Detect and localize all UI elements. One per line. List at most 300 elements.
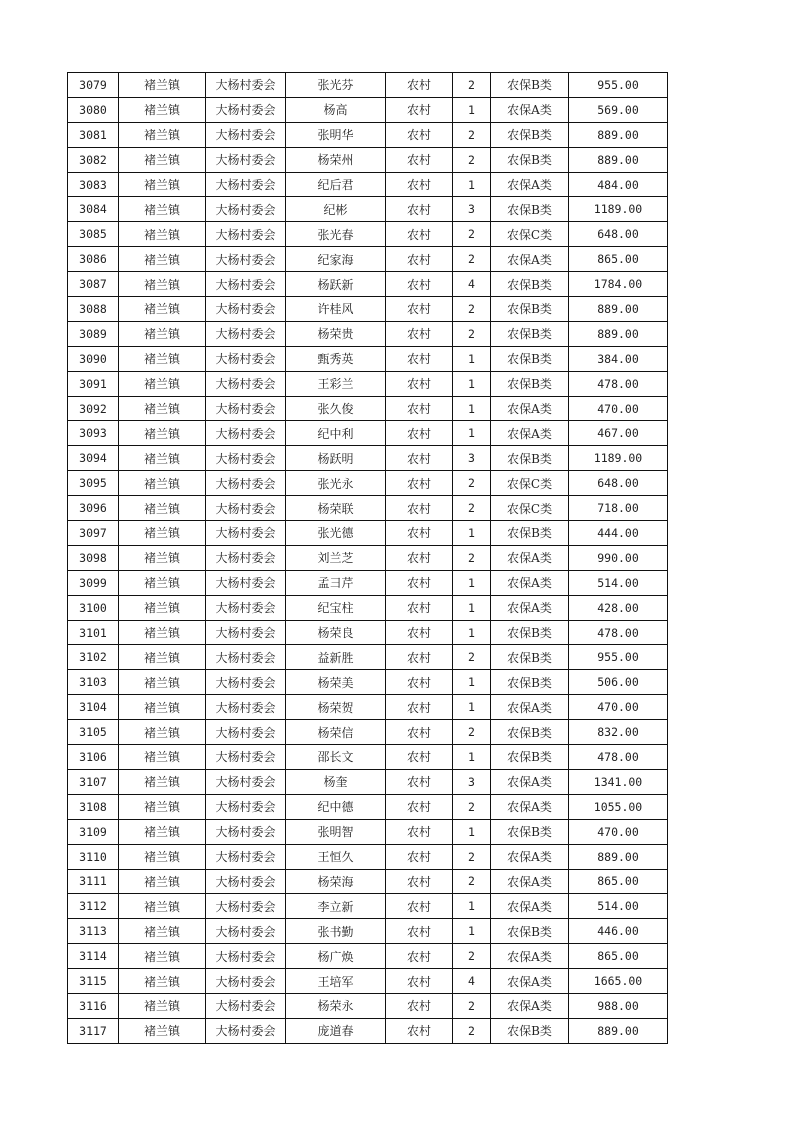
cell-area: 农村 xyxy=(386,97,453,122)
cell-id: 3079 xyxy=(68,73,119,98)
cell-name: 益新胜 xyxy=(286,645,386,670)
cell-town: 褚兰镇 xyxy=(119,545,206,570)
cell-name: 庞道春 xyxy=(286,1018,386,1043)
cell-name: 杨奎 xyxy=(286,769,386,794)
cell-committee: 大杨村委会 xyxy=(206,645,286,670)
cell-town: 褚兰镇 xyxy=(119,197,206,222)
cell-committee: 大杨村委会 xyxy=(206,819,286,844)
cell-committee: 大杨村委会 xyxy=(206,894,286,919)
cell-committee: 大杨村委会 xyxy=(206,720,286,745)
table-row xyxy=(68,371,668,396)
cell-id: 3087 xyxy=(68,272,119,297)
cell-area: 农村 xyxy=(386,944,453,969)
cell-name: 纪中德 xyxy=(286,794,386,819)
cell-count: 1 xyxy=(453,819,491,844)
cell-id: 3102 xyxy=(68,645,119,670)
cell-town: 褚兰镇 xyxy=(119,645,206,670)
cell-area: 农村 xyxy=(386,197,453,222)
cell-area: 农村 xyxy=(386,321,453,346)
cell-type: 农保B类 xyxy=(491,645,569,670)
cell-amount: 1189.00 xyxy=(569,446,668,471)
cell-town: 褚兰镇 xyxy=(119,894,206,919)
cell-amount: 990.00 xyxy=(569,545,668,570)
cell-town: 褚兰镇 xyxy=(119,247,206,272)
cell-area: 农村 xyxy=(386,869,453,894)
cell-area: 农村 xyxy=(386,421,453,446)
cell-type: 农保B类 xyxy=(491,73,569,98)
cell-area: 农村 xyxy=(386,720,453,745)
cell-count: 1 xyxy=(453,371,491,396)
cell-amount: 889.00 xyxy=(569,122,668,147)
cell-id: 3108 xyxy=(68,794,119,819)
cell-area: 农村 xyxy=(386,844,453,869)
cell-type: 农保B类 xyxy=(491,297,569,322)
cell-amount: 506.00 xyxy=(569,670,668,695)
cell-amount: 478.00 xyxy=(569,371,668,396)
cell-count: 3 xyxy=(453,446,491,471)
cell-count: 1 xyxy=(453,595,491,620)
cell-committee: 大杨村委会 xyxy=(206,247,286,272)
cell-name: 杨荣良 xyxy=(286,620,386,645)
cell-id: 3099 xyxy=(68,570,119,595)
cell-committee: 大杨村委会 xyxy=(206,794,286,819)
cell-committee: 大杨村委会 xyxy=(206,869,286,894)
cell-committee: 大杨村委会 xyxy=(206,521,286,546)
cell-town: 褚兰镇 xyxy=(119,496,206,521)
cell-town: 褚兰镇 xyxy=(119,122,206,147)
cell-amount: 470.00 xyxy=(569,819,668,844)
table-row xyxy=(68,73,668,98)
table-row xyxy=(68,819,668,844)
cell-name: 纪家海 xyxy=(286,247,386,272)
cell-amount: 478.00 xyxy=(569,745,668,770)
cell-committee: 大杨村委会 xyxy=(206,172,286,197)
cell-count: 1 xyxy=(453,745,491,770)
cell-count: 1 xyxy=(453,894,491,919)
table-row xyxy=(68,670,668,695)
cell-town: 褚兰镇 xyxy=(119,421,206,446)
cell-area: 农村 xyxy=(386,545,453,570)
cell-committee: 大杨村委会 xyxy=(206,695,286,720)
cell-count: 1 xyxy=(453,570,491,595)
cell-committee: 大杨村委会 xyxy=(206,321,286,346)
cell-area: 农村 xyxy=(386,122,453,147)
cell-name: 杨荣贵 xyxy=(286,321,386,346)
cell-type: 农保C类 xyxy=(491,496,569,521)
table-row xyxy=(68,993,668,1018)
table-row xyxy=(68,197,668,222)
cell-name: 张书勤 xyxy=(286,919,386,944)
cell-area: 农村 xyxy=(386,993,453,1018)
table-row xyxy=(68,222,668,247)
table-row xyxy=(68,172,668,197)
table-row xyxy=(68,272,668,297)
cell-amount: 1189.00 xyxy=(569,197,668,222)
cell-amount: 514.00 xyxy=(569,570,668,595)
cell-type: 农保B类 xyxy=(491,670,569,695)
cell-area: 农村 xyxy=(386,969,453,994)
cell-type: 农保A类 xyxy=(491,595,569,620)
table-row xyxy=(68,446,668,471)
cell-amount: 470.00 xyxy=(569,396,668,421)
cell-count: 1 xyxy=(453,346,491,371)
cell-count: 2 xyxy=(453,545,491,570)
table-row xyxy=(68,745,668,770)
cell-id: 3106 xyxy=(68,745,119,770)
cell-town: 褚兰镇 xyxy=(119,794,206,819)
cell-id: 3093 xyxy=(68,421,119,446)
cell-name: 杨荣贺 xyxy=(286,695,386,720)
cell-name: 杨荣信 xyxy=(286,720,386,745)
cell-amount: 428.00 xyxy=(569,595,668,620)
cell-town: 褚兰镇 xyxy=(119,297,206,322)
table-row xyxy=(68,1018,668,1043)
cell-name: 王恒久 xyxy=(286,844,386,869)
cell-name: 甄秀英 xyxy=(286,346,386,371)
cell-town: 褚兰镇 xyxy=(119,1018,206,1043)
cell-name: 杨荣美 xyxy=(286,670,386,695)
cell-amount: 865.00 xyxy=(569,944,668,969)
table-row xyxy=(68,521,668,546)
cell-name: 邵长文 xyxy=(286,745,386,770)
cell-name: 杨广焕 xyxy=(286,944,386,969)
cell-amount: 865.00 xyxy=(569,869,668,894)
cell-type: 农保B类 xyxy=(491,919,569,944)
cell-committee: 大杨村委会 xyxy=(206,969,286,994)
cell-count: 2 xyxy=(453,222,491,247)
cell-amount: 889.00 xyxy=(569,147,668,172)
cell-town: 褚兰镇 xyxy=(119,819,206,844)
cell-town: 褚兰镇 xyxy=(119,396,206,421)
cell-area: 农村 xyxy=(386,595,453,620)
cell-area: 农村 xyxy=(386,147,453,172)
cell-count: 3 xyxy=(453,197,491,222)
cell-town: 褚兰镇 xyxy=(119,471,206,496)
cell-area: 农村 xyxy=(386,819,453,844)
cell-id: 3115 xyxy=(68,969,119,994)
cell-town: 褚兰镇 xyxy=(119,720,206,745)
cell-count: 1 xyxy=(453,670,491,695)
cell-area: 农村 xyxy=(386,794,453,819)
cell-type: 农保B类 xyxy=(491,745,569,770)
cell-id: 3084 xyxy=(68,197,119,222)
cell-area: 农村 xyxy=(386,496,453,521)
cell-town: 褚兰镇 xyxy=(119,371,206,396)
cell-area: 农村 xyxy=(386,521,453,546)
cell-area: 农村 xyxy=(386,570,453,595)
cell-count: 2 xyxy=(453,794,491,819)
cell-town: 褚兰镇 xyxy=(119,570,206,595)
cell-committee: 大杨村委会 xyxy=(206,1018,286,1043)
cell-amount: 988.00 xyxy=(569,993,668,1018)
cell-town: 褚兰镇 xyxy=(119,446,206,471)
cell-name: 张明智 xyxy=(286,819,386,844)
cell-amount: 889.00 xyxy=(569,297,668,322)
cell-type: 农保C类 xyxy=(491,471,569,496)
cell-area: 农村 xyxy=(386,769,453,794)
cell-town: 褚兰镇 xyxy=(119,993,206,1018)
cell-committee: 大杨村委会 xyxy=(206,769,286,794)
cell-count: 2 xyxy=(453,147,491,172)
cell-name: 杨荣永 xyxy=(286,993,386,1018)
table-row xyxy=(68,396,668,421)
cell-area: 农村 xyxy=(386,297,453,322)
cell-name: 杨荣海 xyxy=(286,869,386,894)
cell-count: 1 xyxy=(453,695,491,720)
cell-type: 农保A类 xyxy=(491,844,569,869)
cell-town: 褚兰镇 xyxy=(119,172,206,197)
cell-name: 杨荣州 xyxy=(286,147,386,172)
table-row xyxy=(68,944,668,969)
cell-id: 3094 xyxy=(68,446,119,471)
cell-committee: 大杨村委会 xyxy=(206,346,286,371)
cell-town: 褚兰镇 xyxy=(119,969,206,994)
cell-id: 3101 xyxy=(68,620,119,645)
cell-area: 农村 xyxy=(386,446,453,471)
cell-amount: 446.00 xyxy=(569,919,668,944)
table-row xyxy=(68,471,668,496)
cell-type: 农保B类 xyxy=(491,620,569,645)
cell-town: 褚兰镇 xyxy=(119,620,206,645)
cell-amount: 832.00 xyxy=(569,720,668,745)
table-row xyxy=(68,645,668,670)
cell-town: 褚兰镇 xyxy=(119,844,206,869)
cell-area: 农村 xyxy=(386,695,453,720)
cell-committee: 大杨村委会 xyxy=(206,371,286,396)
cell-count: 2 xyxy=(453,844,491,869)
cell-amount: 955.00 xyxy=(569,645,668,670)
table-row xyxy=(68,620,668,645)
cell-id: 3104 xyxy=(68,695,119,720)
cell-committee: 大杨村委会 xyxy=(206,496,286,521)
cell-area: 农村 xyxy=(386,272,453,297)
cell-name: 孟彐芹 xyxy=(286,570,386,595)
cell-name: 许桂风 xyxy=(286,297,386,322)
cell-town: 褚兰镇 xyxy=(119,919,206,944)
cell-type: 农保A类 xyxy=(491,869,569,894)
cell-amount: 484.00 xyxy=(569,172,668,197)
cell-id: 3111 xyxy=(68,869,119,894)
cell-type: 农保A类 xyxy=(491,794,569,819)
cell-committee: 大杨村委会 xyxy=(206,446,286,471)
cell-type: 农保B类 xyxy=(491,446,569,471)
cell-town: 褚兰镇 xyxy=(119,97,206,122)
table-row xyxy=(68,321,668,346)
cell-amount: 467.00 xyxy=(569,421,668,446)
cell-type: 农保B类 xyxy=(491,1018,569,1043)
cell-committee: 大杨村委会 xyxy=(206,570,286,595)
cell-town: 褚兰镇 xyxy=(119,869,206,894)
cell-count: 2 xyxy=(453,247,491,272)
cell-committee: 大杨村委会 xyxy=(206,844,286,869)
cell-id: 3097 xyxy=(68,521,119,546)
cell-amount: 955.00 xyxy=(569,73,668,98)
cell-town: 褚兰镇 xyxy=(119,147,206,172)
cell-id: 3091 xyxy=(68,371,119,396)
cell-type: 农保A类 xyxy=(491,421,569,446)
cell-type: 农保B类 xyxy=(491,346,569,371)
cell-count: 1 xyxy=(453,421,491,446)
cell-count: 4 xyxy=(453,272,491,297)
cell-count: 2 xyxy=(453,471,491,496)
cell-type: 农保B类 xyxy=(491,521,569,546)
cell-type: 农保A类 xyxy=(491,570,569,595)
cell-committee: 大杨村委会 xyxy=(206,197,286,222)
cell-committee: 大杨村委会 xyxy=(206,222,286,247)
cell-committee: 大杨村委会 xyxy=(206,421,286,446)
cell-id: 3117 xyxy=(68,1018,119,1043)
cell-town: 褚兰镇 xyxy=(119,769,206,794)
cell-amount: 889.00 xyxy=(569,1018,668,1043)
cell-area: 农村 xyxy=(386,222,453,247)
cell-type: 农保B类 xyxy=(491,147,569,172)
cell-area: 农村 xyxy=(386,645,453,670)
cell-amount: 384.00 xyxy=(569,346,668,371)
table-row xyxy=(68,346,668,371)
cell-count: 1 xyxy=(453,521,491,546)
cell-amount: 1055.00 xyxy=(569,794,668,819)
cell-count: 2 xyxy=(453,1018,491,1043)
cell-id: 3095 xyxy=(68,471,119,496)
cell-name: 王培军 xyxy=(286,969,386,994)
cell-count: 2 xyxy=(453,869,491,894)
table-row xyxy=(68,720,668,745)
cell-amount: 1665.00 xyxy=(569,969,668,994)
table-row xyxy=(68,894,668,919)
cell-id: 3080 xyxy=(68,97,119,122)
table-row xyxy=(68,496,668,521)
cell-town: 褚兰镇 xyxy=(119,346,206,371)
cell-id: 3089 xyxy=(68,321,119,346)
table-row xyxy=(68,147,668,172)
cell-count: 2 xyxy=(453,645,491,670)
cell-type: 农保A类 xyxy=(491,172,569,197)
cell-name: 杨高 xyxy=(286,97,386,122)
cell-committee: 大杨村委会 xyxy=(206,944,286,969)
cell-id: 3092 xyxy=(68,396,119,421)
table-row xyxy=(68,794,668,819)
cell-name: 纪中利 xyxy=(286,421,386,446)
cell-id: 3103 xyxy=(68,670,119,695)
cell-name: 张光德 xyxy=(286,521,386,546)
cell-count: 1 xyxy=(453,620,491,645)
cell-name: 刘兰芝 xyxy=(286,545,386,570)
cell-committee: 大杨村委会 xyxy=(206,97,286,122)
cell-town: 褚兰镇 xyxy=(119,695,206,720)
cell-name: 杨跃明 xyxy=(286,446,386,471)
cell-committee: 大杨村委会 xyxy=(206,545,286,570)
cell-amount: 718.00 xyxy=(569,496,668,521)
cell-id: 3081 xyxy=(68,122,119,147)
cell-area: 农村 xyxy=(386,172,453,197)
cell-name: 张光春 xyxy=(286,222,386,247)
cell-committee: 大杨村委会 xyxy=(206,745,286,770)
cell-id: 3083 xyxy=(68,172,119,197)
cell-amount: 470.00 xyxy=(569,695,668,720)
cell-area: 农村 xyxy=(386,371,453,396)
cell-committee: 大杨村委会 xyxy=(206,122,286,147)
cell-type: 农保B类 xyxy=(491,321,569,346)
cell-committee: 大杨村委会 xyxy=(206,297,286,322)
cell-id: 3090 xyxy=(68,346,119,371)
table-row xyxy=(68,570,668,595)
cell-type: 农保B类 xyxy=(491,122,569,147)
cell-type: 农保B类 xyxy=(491,819,569,844)
subsidy-table xyxy=(67,72,668,1044)
table-row xyxy=(68,595,668,620)
cell-area: 农村 xyxy=(386,471,453,496)
cell-committee: 大杨村委会 xyxy=(206,919,286,944)
cell-committee: 大杨村委会 xyxy=(206,993,286,1018)
cell-id: 3100 xyxy=(68,595,119,620)
cell-id: 3088 xyxy=(68,297,119,322)
cell-type: 农保A类 xyxy=(491,769,569,794)
cell-area: 农村 xyxy=(386,894,453,919)
cell-town: 褚兰镇 xyxy=(119,595,206,620)
cell-area: 农村 xyxy=(386,1018,453,1043)
table-row xyxy=(68,695,668,720)
cell-name: 杨跃新 xyxy=(286,272,386,297)
cell-area: 农村 xyxy=(386,745,453,770)
table-row xyxy=(68,297,668,322)
cell-town: 褚兰镇 xyxy=(119,944,206,969)
cell-amount: 1784.00 xyxy=(569,272,668,297)
table-row xyxy=(68,919,668,944)
table-row xyxy=(68,421,668,446)
cell-amount: 889.00 xyxy=(569,321,668,346)
cell-area: 农村 xyxy=(386,620,453,645)
cell-name: 张久俊 xyxy=(286,396,386,421)
cell-area: 农村 xyxy=(386,346,453,371)
cell-name: 王彩兰 xyxy=(286,371,386,396)
cell-committee: 大杨村委会 xyxy=(206,670,286,695)
cell-name: 李立新 xyxy=(286,894,386,919)
cell-area: 农村 xyxy=(386,919,453,944)
cell-count: 4 xyxy=(453,969,491,994)
cell-type: 农保A类 xyxy=(491,944,569,969)
cell-id: 3116 xyxy=(68,993,119,1018)
table-row xyxy=(68,769,668,794)
cell-type: 农保A类 xyxy=(491,247,569,272)
table-row xyxy=(68,122,668,147)
cell-type: 农保A类 xyxy=(491,894,569,919)
cell-id: 3085 xyxy=(68,222,119,247)
cell-town: 褚兰镇 xyxy=(119,521,206,546)
cell-town: 褚兰镇 xyxy=(119,73,206,98)
cell-id: 3110 xyxy=(68,844,119,869)
cell-committee: 大杨村委会 xyxy=(206,396,286,421)
cell-town: 褚兰镇 xyxy=(119,222,206,247)
cell-town: 褚兰镇 xyxy=(119,670,206,695)
cell-type: 农保A类 xyxy=(491,97,569,122)
cell-type: 农保B类 xyxy=(491,720,569,745)
cell-id: 3114 xyxy=(68,944,119,969)
cell-committee: 大杨村委会 xyxy=(206,73,286,98)
cell-amount: 569.00 xyxy=(569,97,668,122)
cell-committee: 大杨村委会 xyxy=(206,595,286,620)
cell-count: 1 xyxy=(453,919,491,944)
cell-count: 2 xyxy=(453,496,491,521)
cell-count: 1 xyxy=(453,97,491,122)
cell-amount: 648.00 xyxy=(569,222,668,247)
cell-count: 1 xyxy=(453,396,491,421)
cell-id: 3113 xyxy=(68,919,119,944)
table-row xyxy=(68,869,668,894)
table-row xyxy=(68,247,668,272)
cell-town: 褚兰镇 xyxy=(119,272,206,297)
cell-count: 2 xyxy=(453,73,491,98)
cell-committee: 大杨村委会 xyxy=(206,147,286,172)
